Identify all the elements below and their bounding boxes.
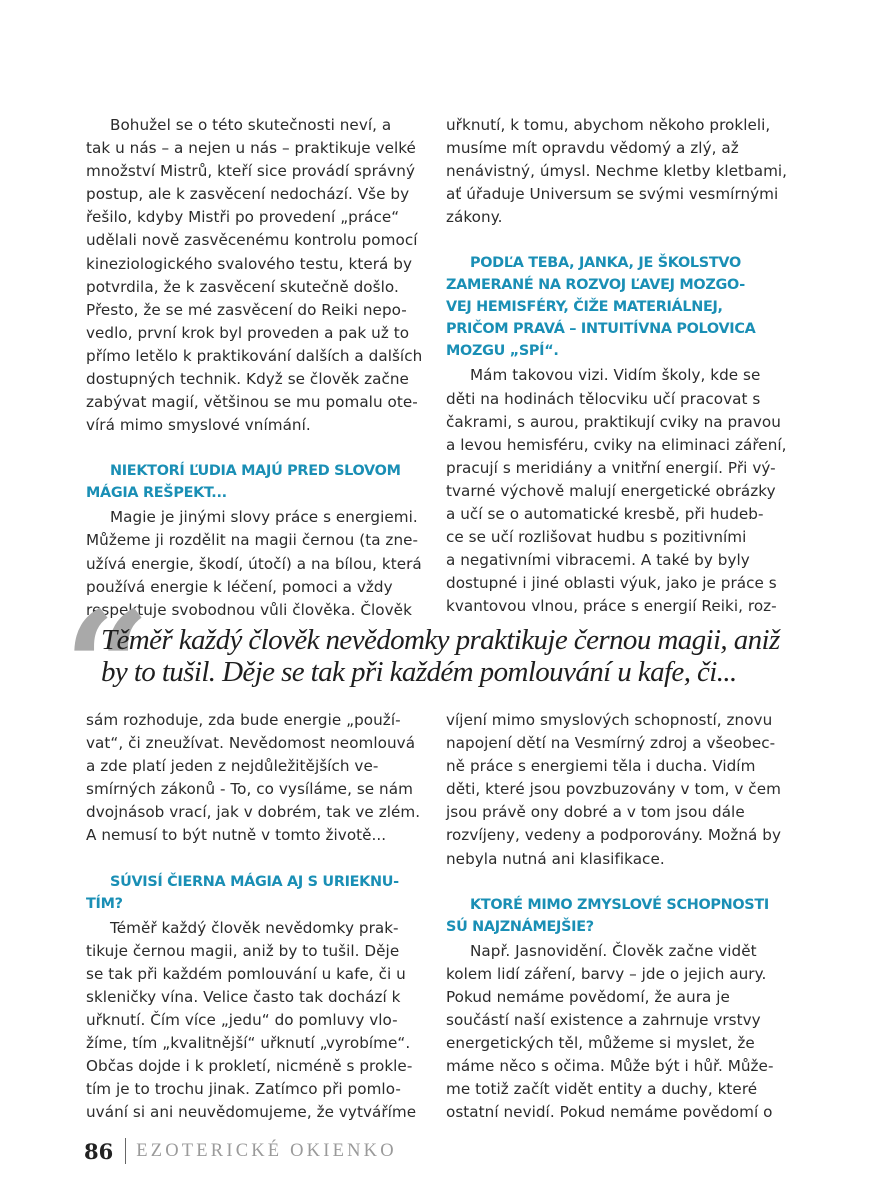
- text-line: Můžeme ji rozdělit na magii černou (ta zne-: [86, 531, 419, 550]
- text-line: zákony.: [446, 208, 503, 227]
- text-line: energetických těl, můžeme si myslet, že: [446, 1034, 755, 1053]
- pull-quote-text: [101, 624, 780, 688]
- text-line: Téměř každý člověk nevědomky prak-: [110, 918, 399, 937]
- text-line: zabývat magií, většinou se mu pomalu ote-: [86, 393, 418, 412]
- text-line: se tak při každém pomlouvání u kafe, či u: [86, 964, 406, 983]
- heading-line: MÁGIA REŠPEKT...: [86, 485, 227, 502]
- body-paragraph: [446, 114, 791, 229]
- text-line: Bohužel se o této skutečnosti neví, a: [110, 116, 392, 134]
- text-line: kineziologického svalového testu, která by: [86, 254, 412, 273]
- body-paragraph: [446, 940, 791, 1125]
- heading-line: SÚ NAJZNÁMEJŠIE?: [446, 918, 594, 935]
- body-paragraph: [446, 709, 791, 871]
- text-line: ně práce s energiemi těla i ducha. Vidím: [446, 757, 756, 776]
- text-line: tikuje černou magii, aniž by to tušil. Děje: [86, 941, 400, 960]
- footer-divider: [125, 1138, 126, 1164]
- body-paragraph: [86, 114, 426, 437]
- text-line: napojení dětí na Vesmírný zdroj a všeobec-: [446, 734, 776, 753]
- text-line: A nemusí to být nutně v tomto životě...: [86, 826, 387, 845]
- text-line: děti na hodinách tělocviku učí pracovat s: [446, 389, 761, 408]
- left-column-bottom: [86, 709, 426, 1124]
- right-column-bottom: [446, 709, 791, 1124]
- text-line: uřknutí, k tomu, abychom někoho prokleli,: [446, 116, 771, 134]
- text-line: udělali nově zasvěcenému kontrolu pomocí: [86, 231, 418, 250]
- text-line: víjení mimo smyslových schopností, znovu: [446, 711, 773, 729]
- text-line: kvantovou vlnou, práce s energií Reiki, roz-: [446, 597, 777, 616]
- text-line: používá energie k léčení, pomoci a vždy: [86, 577, 393, 596]
- text-line: množství Mistrů, kteří sice provádí správný: [86, 162, 416, 181]
- text-line: Přesto, že se mé zasvěcení do Reiki nepo-: [86, 300, 407, 319]
- text-line: Magie je jinými slovy práce s energiemi.: [110, 508, 418, 527]
- text-line: pracují s meridiány a vnitřní energií. Při vý-: [446, 458, 776, 477]
- text-line: dostupné i jiné oblasti výuk, jako je práce s: [446, 574, 777, 593]
- page-footer: [84, 1138, 397, 1164]
- text-line: Pokud nemáme povědomí, že aura je: [446, 987, 730, 1006]
- text-line: tak u nás – a nejen u nás – praktikuje velké: [86, 139, 416, 158]
- text-line: a levou hemisféru, cviky na eliminaci záření,: [446, 435, 787, 454]
- text-line: vat“, či zneužívat. Nevědomost neomlouvá: [86, 734, 416, 753]
- text-line: Občas dojde i k prokletí, nicméně s prokle-: [86, 1057, 413, 1076]
- text-line: skleničky vína. Velice často tak dochází k: [86, 987, 401, 1006]
- section-heading: [86, 460, 426, 504]
- text-line: sám rozhoduje, zda bude energie „použí-: [86, 711, 401, 729]
- text-line: dostupných technik. Když se člověk začne: [86, 370, 409, 389]
- quotation-mark-icon: “: [64, 579, 151, 755]
- text-line: musíme mít opravdu vědomý a zlý, až: [446, 139, 739, 158]
- heading-line: VEJ HEMISFÉRY, ČIŽE MATERIÁLNEJ,: [446, 299, 723, 316]
- heading-line: PRIČOM PRAVÁ – INTUITÍVNA POLOVICA: [446, 321, 756, 338]
- text-line: ostatní nevidí. Pokud nemáme povědomí o: [446, 1103, 773, 1122]
- text-line: Mám takovou vizi. Vidím školy, kde se: [470, 366, 761, 385]
- text-line: nebyla nutná ani klasifikace.: [446, 849, 665, 868]
- text-line: uvání si ani neuvědomujeme, že vytváříme: [86, 1103, 417, 1122]
- text-line: vírá mimo smyslové vnímání.: [86, 416, 311, 435]
- text-line: postup, ale k zasvěcení nedochází. Vše by: [86, 185, 410, 204]
- text-line: ce se učí rozlišovat hudbu s pozitivními: [446, 528, 747, 547]
- text-line: uřknutí. Čím více „jedu“ do pomluvy vlo-: [86, 1010, 398, 1029]
- text-line: tvarné výchově malují energetické obrázky: [446, 481, 776, 500]
- text-line: součástí naší existence a zahrnuje vrstvy: [446, 1010, 761, 1029]
- text-line: užívá energie, škodí, útočí) a na bílou, která: [86, 554, 422, 573]
- text-line: rozvíjeny, vedeny a podporovány. Možná by: [446, 826, 782, 845]
- left-column-top: [86, 114, 426, 622]
- text-line: kolem lidí záření, barvy – jde o jejich aury.: [446, 964, 767, 983]
- text-line: respektuje svobodnou vůli člověka. Člověk: [86, 600, 412, 619]
- text-line: přímo letělo k praktikování dalších a dalších: [86, 346, 423, 365]
- section-heading: [446, 894, 791, 938]
- text-line: žíme, tím „kvalitnější“ uřknutí „vyrobíme“.: [86, 1034, 411, 1053]
- heading-line: NIEKTORÍ ĽUDIA MAJÚ PRED SLOVOM: [110, 463, 401, 480]
- heading-line: ZAMERANÉ NA ROZVOJ ĽAVEJ MOZGO-: [446, 277, 745, 294]
- section-heading: [86, 871, 426, 915]
- text-line: me totiž začít vidět entity a duchy, které: [446, 1080, 758, 1099]
- page-number: 86: [84, 1138, 114, 1164]
- heading-line: SÚVISÍ ČIERNA MÁGIA AJ S URIEKNU-: [110, 873, 399, 890]
- text-line: tím je to trochu jinak. Zatímco při pomlo-: [86, 1080, 401, 1099]
- body-paragraph: [86, 709, 426, 848]
- right-column-top: [446, 114, 791, 619]
- quote-line: by to tušil. Děje se tak při každém pomlouvání u kafe, či...: [101, 656, 737, 688]
- text-line: a učí se o automatické kresbě, při hudeb-: [446, 505, 764, 524]
- heading-line: KTORÉ MIMO ZMYSLOVÉ SCHOPNOSTI: [470, 896, 769, 913]
- text-line: řešilo, kdyby Mistři po provedení „práce“: [86, 208, 400, 227]
- text-line: nenávistný, úmysl. Nechme kletby kletbami,: [446, 162, 788, 181]
- text-line: máme něco s očima. Může být i hůř. Může-: [446, 1057, 774, 1076]
- section-heading: [446, 252, 791, 362]
- text-line: děti, které jsou povzbuzovány v tom, v čem: [446, 780, 781, 799]
- text-line: Např. Jasnovidění. Člověk začne vidět: [470, 941, 757, 960]
- body-paragraph: [86, 917, 426, 1125]
- text-line: a negativními vibracemi. A také by byly: [446, 551, 750, 570]
- heading-line: PODĽA TEBA, JANKA, JE ŠKOLSTVO: [470, 255, 741, 272]
- heading-line: MOZGU „SPÍ“.: [446, 343, 559, 360]
- section-name: EZOTERICKÉ OKIENKO: [136, 1140, 397, 1161]
- text-line: jsou právě ony dobré a v tom jsou dále: [446, 803, 745, 822]
- text-line: smírných zákonů - To, co vysíláme, se nám: [86, 780, 413, 799]
- text-line: a zde platí jeden z nejdůležitějších ve-: [86, 757, 379, 776]
- heading-line: TÍM?: [86, 895, 123, 912]
- text-line: vedlo, první krok byl proveden a pak už to: [86, 323, 410, 342]
- text-line: dvojnásob vrací, jak v dobrém, tak ve zlém.: [86, 803, 421, 822]
- text-line: potvrdila, že k zasvěcení skutečně došlo.: [86, 277, 399, 296]
- text-line: ať úřaduje Universum se svými vesmírnými: [446, 185, 779, 204]
- quote-line: Těměř každý člověk nevědomky praktikuje černou magii, aniž: [101, 624, 780, 656]
- text-line: čakrami, s aurou, praktikují cviky na pravou: [446, 412, 781, 431]
- body-paragraph: [446, 364, 791, 618]
